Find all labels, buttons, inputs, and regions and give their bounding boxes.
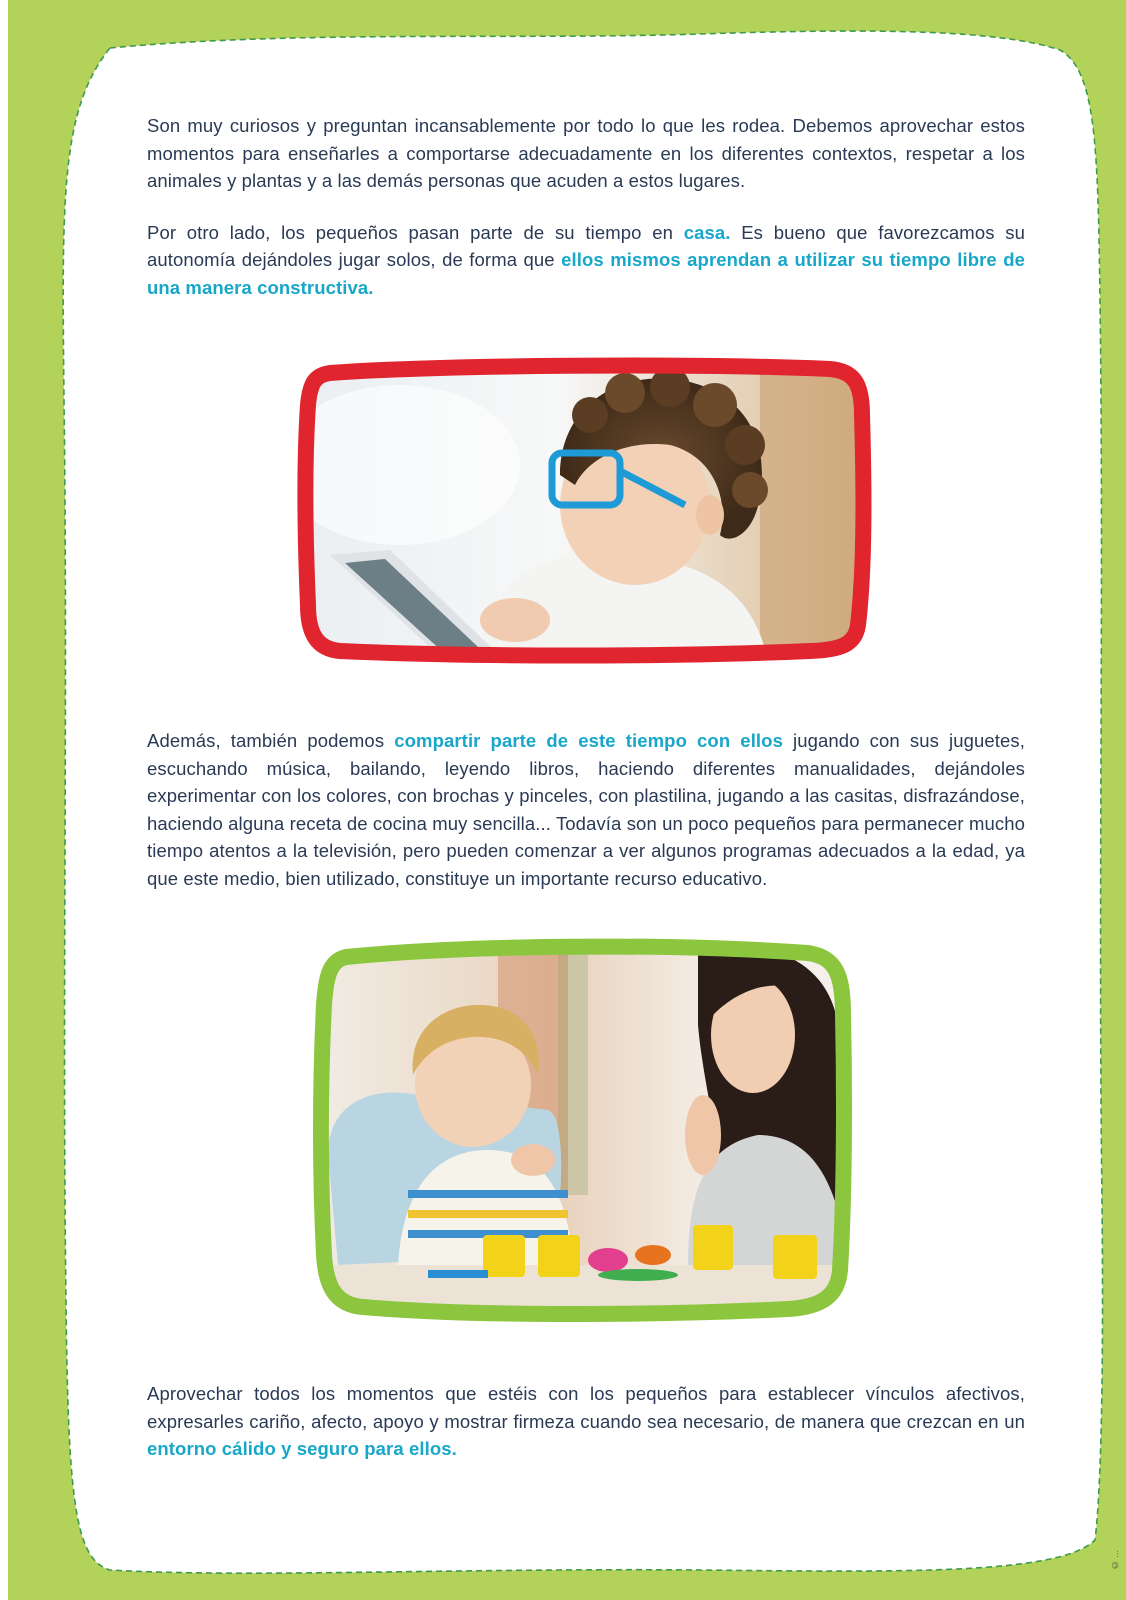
photo-child-glasses: [290, 345, 880, 675]
paragraph-shared-time: [147, 727, 1025, 892]
highlight-home: casa.: [683, 221, 731, 243]
highlight-free-time: ellos mismos aprendan a utilizar su tiempo libre de una manera constructiva.: [147, 249, 1025, 298]
text-segment: Por otro lado, los pequeños pasan parte de su tiempo en: [147, 221, 684, 243]
article-content-2: [147, 727, 1025, 892]
text-segment: Además, también podemos: [147, 730, 395, 751]
text-segment: Es bueno que favorezcamos su autonomía dejándoles jugar solos, de forma que: [147, 221, 1025, 270]
paragraph-home-autonomy: [147, 219, 1025, 302]
photo-credit: © ...: [1110, 1549, 1120, 1570]
article-content: [147, 112, 1025, 301]
highlight-share-time: compartir parte de este tiempo con ellos: [394, 730, 783, 751]
paragraph-bonds: [147, 1380, 1025, 1463]
text-segment: jugando con sus juguetes, escuchando música, bailando, leyendo libros, haciendo diferentes manualidades, dejándoles experimentar con los colores, con brochas y pinceles, con plastilina, jugando a las casitas, disfrazándose, haciendo alguna receta de cocina muy sencilla... Todavía son un poco pequeños para permanecer mucho tiempo atentos a la televisión, pero pueden comenzar a ver algunos programas adecuados a la edad, ya que este medio, bien utilizado, constituye un importante recurso educativo.: [147, 730, 1026, 889]
article-content-3: [147, 1380, 1025, 1463]
paragraph-curiosity: Son muy curiosos y preguntan incansablemente por todo lo que les rodea. Debemos aprovechar estos momentos para enseñarles a comportarse adecuadamente en los diferentes contextos, respetar a los animales y plantas y a las demás personas que acuden a estos lugares.: [147, 115, 1025, 191]
photo-mother-child: [308, 935, 863, 1345]
highlight-warm-environment: entorno cálido y seguro para ellos.: [147, 1438, 457, 1459]
text-segment: Aprovechar todos los momentos que estéis con los pequeños para establecer vínculos afectivos, expresarles cariño, afecto, apoyo y mostrar firmeza cuando sea necesario, de manera que crezcan en un: [147, 1383, 1025, 1432]
